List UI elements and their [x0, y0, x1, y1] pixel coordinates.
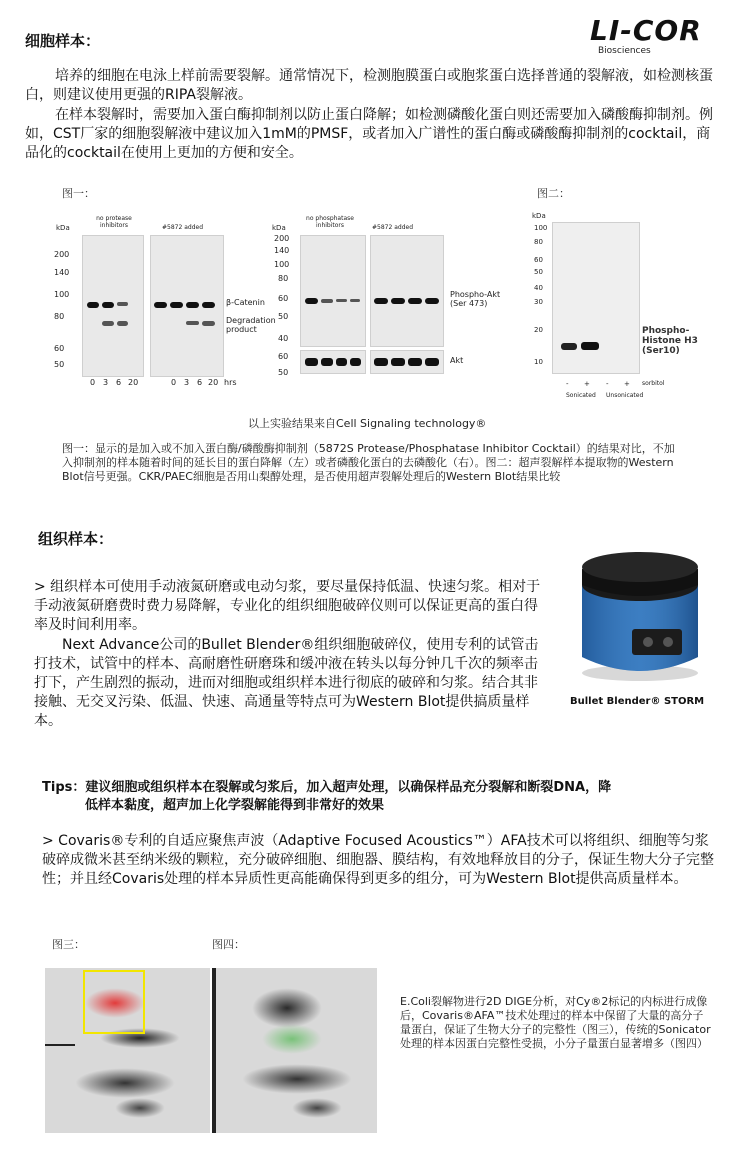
time-3-a: 3: [103, 378, 109, 387]
band: [336, 299, 347, 302]
section-tissue-title: 组织样本：: [38, 530, 114, 548]
gel-spot: [262, 1024, 322, 1054]
band: [117, 302, 128, 306]
band: [102, 302, 114, 308]
panel-c-title: no phosphatase inhibitors: [306, 215, 354, 229]
gel-spot: [242, 1064, 352, 1094]
figure-3-label: 图三：: [52, 938, 85, 951]
time-0-a: 0: [90, 378, 96, 387]
band: [561, 343, 577, 350]
blot-panel-c-akt: [300, 350, 366, 374]
marker-left-50: 50: [54, 360, 65, 369]
figure-2-label: 图二：: [537, 187, 570, 200]
label-phospho-akt: Phospho-Akt (Ser 473): [450, 290, 501, 308]
section-cell-paragraph-1: 培养的细胞在电泳上样前需要裂解。通常情况下，检测胞膜蛋白或胞浆蛋白选择普通的裂解液，如检测核蛋白，则建议使用更强的RIPA裂解液。: [25, 68, 713, 103]
time-3-b: 3: [184, 378, 190, 387]
fig1-kda-left: kDa: [56, 224, 70, 232]
fig2-marker-100: 100: [534, 224, 548, 232]
band: [321, 358, 333, 366]
band: [170, 302, 183, 308]
marker-right-80: 80: [278, 274, 289, 283]
band: [305, 298, 318, 304]
tips-line-1: Tips：建议细胞或组织样本在裂解或匀浆后，加入超声处理，以确保样品充分裂解和断裂DNA，降: [42, 780, 612, 795]
marker-right-200: 200: [274, 234, 290, 243]
sign-3: -: [606, 380, 609, 388]
covaris-paragraph: > Covaris®专利的自适应聚焦声波（Adaptive Focused Acoustics™）AFA技术可以将组织、细胞等匀浆破碎成微米甚至纳米级的颗粒，充分破碎细胞、细胞器、膜结构，有效地释放目的分子，保证生物大分子完整性；并且经Covaris处理的样本异质性更高能确保得到更多的组分，可为Western Blot提供高质量样本。: [42, 833, 714, 887]
blot-panel-d: [370, 235, 444, 347]
marker-left-140: 140: [54, 268, 70, 277]
figure-1-label: 图一：: [62, 187, 95, 200]
band: [117, 321, 128, 326]
time-20-a: 20: [128, 378, 139, 387]
gel-spot: [252, 988, 322, 1028]
source-note: 以上实验结果来自Cell Signaling technology®: [248, 417, 487, 430]
label-degradation: Degradation product: [226, 316, 276, 334]
fig2-marker-10: 10: [534, 358, 543, 366]
gel-spot: [292, 1098, 342, 1118]
sign-1: -: [566, 380, 569, 388]
gel-lane-mark: [45, 1044, 75, 1046]
band: [374, 358, 388, 366]
band: [350, 299, 360, 302]
time-unit: hrs: [224, 378, 237, 387]
section-cell-title: 细胞样本：: [25, 32, 101, 50]
section-tissue-paragraph-1: > 组织样本可使用手动液氮研磨或电动匀浆，要尽量保持低温、快速匀浆。相对于手动液氮研磨费时费力易降解，专业化的组织细胞破碎仪则可以保证更高的蛋白得率及时间利用率。: [34, 579, 541, 633]
marker-left-80: 80: [54, 312, 65, 321]
time-6-b: 6: [197, 378, 203, 387]
marker-right-60b: 60: [278, 352, 289, 361]
logo-brand: LI-COR: [590, 14, 702, 47]
band: [350, 358, 361, 366]
band: [305, 358, 318, 366]
band: [374, 298, 388, 304]
sign-2: +: [584, 380, 590, 388]
marker-left-100: 100: [54, 290, 70, 299]
gel-spot: [75, 1068, 175, 1098]
figure-2-western-blot: [530, 212, 710, 402]
product-caption: Bullet Blender® STORM: [570, 696, 705, 707]
figure-3-4-caption: E.Coli裂解物进行2D DIGE分析，对Cy®2标记的内标进行成像后，Covaris®AFA™技术处理过的样本中保留了大量的高分子量蛋白，保证了生物大分子的完整性（图三），传统的Sonicator处理的样本因蛋白完整性受损，小分子量蛋白显著增多（图四）: [400, 995, 711, 1050]
section-tissue-paragraph-2: Next Advance公司的Bullet Blender®组织细胞破碎仪，使用专利的试管击打技术，试管中的样本、高耐磨性研磨珠和缓冲液在转头以每分钟几千次的频率击打下，产生剧烈的振动，进而对细胞或组织样本进行彻底的破碎和匀浆。结合其非接触、无交叉污染、低温、快速、高通量等特点可为Western Blot提供搞质量样本。: [34, 637, 539, 729]
band: [102, 321, 114, 326]
fig2-marker-50: 50: [534, 268, 543, 276]
time-20-b: 20: [208, 378, 219, 387]
fig2-marker-60: 60: [534, 256, 543, 264]
highlight-box: [83, 970, 145, 1034]
panel-b-title: #5872 added: [162, 224, 203, 231]
band: [336, 358, 347, 366]
band: [186, 321, 199, 325]
section-cell-paragraph-2: 在样本裂解时，需要加入蛋白酶抑制剂以防止蛋白降解；如检测磷酸化蛋白则还需要加入磷酸酶抑制剂。例如，CST厂家的细胞裂解液中建议加入1mM的PMSF，或者加入广谱性的蛋白酶或磷酸酶抑制剂的cocktail，商品化的cocktail在使用上更加的方便和安全。: [25, 107, 713, 161]
bullet-blender-image: [568, 545, 708, 685]
marker-right-50b: 50: [278, 368, 289, 377]
band: [408, 358, 422, 366]
figure-4-label: 图四：: [212, 938, 245, 951]
sign-4: +: [624, 380, 630, 388]
blot-panel-d-akt: [370, 350, 444, 374]
sorbitol-label: sorbitol: [642, 380, 665, 387]
fig2-kda: kDa: [532, 212, 546, 220]
band: [202, 302, 215, 308]
marker-left-60: 60: [54, 344, 65, 353]
fig2-marker-80: 80: [534, 238, 543, 246]
band: [321, 299, 333, 303]
band: [154, 302, 167, 308]
gel-spot: [115, 1098, 165, 1118]
band: [87, 302, 99, 308]
lane-sonicated: Sonicated: [566, 392, 596, 399]
fig2-marker-30: 30: [534, 298, 543, 306]
panel-a-title: no protease inhibitors: [96, 215, 132, 229]
marker-right-40: 40: [278, 334, 289, 343]
licor-logo: [590, 16, 715, 62]
marker-left-200: 200: [54, 250, 70, 259]
marker-right-140: 140: [274, 246, 290, 255]
band: [408, 298, 422, 304]
band: [425, 298, 439, 304]
time-6-a: 6: [116, 378, 122, 387]
fig2-blot: [552, 222, 640, 374]
figure-1-2-caption: 图一：显示的是加入或不加入蛋白酶/磷酸酶抑制剂（5872S Protease/Phosphatase Inhibitor Cocktail）的结果对比，不加入抑制剂的样本随着时间的延长目的蛋白降解（左）或者磷酸化蛋白的去磷酸化（右）。图二：超声裂解样本提取物的Western Blot信号更强。CKR/PAEC细胞是否用山梨醇处理，是否使用超声裂解处理后的Western Blot结果比较: [62, 442, 675, 483]
fig2-marker-20: 20: [534, 326, 543, 334]
label-beta-catenin: β-Catenin: [226, 298, 265, 307]
label-akt: Akt: [450, 356, 464, 365]
fig1-kda-right: kDa: [272, 224, 286, 232]
lane-unsonicated: Unsonicated: [606, 392, 644, 399]
band: [186, 302, 199, 308]
figure-1-western-blot: [50, 210, 510, 390]
blot-panel-c: [300, 235, 366, 347]
marker-right-100: 100: [274, 260, 290, 269]
blot-panel-a: [82, 235, 144, 377]
marker-right-60: 60: [278, 294, 289, 303]
fig2-band-label: Phospho-Histone H3 (Ser10): [642, 326, 698, 356]
marker-right-50: 50: [278, 312, 289, 321]
band: [202, 321, 215, 326]
gel-lane-mark: [212, 968, 216, 1133]
band: [391, 358, 405, 366]
time-0-b: 0: [171, 378, 177, 387]
band: [425, 358, 439, 366]
tips-line-2: 低样本黏度，超声加上化学裂解能得到非常好的效果: [85, 798, 385, 813]
figure-3-2d-gel: [45, 968, 210, 1133]
figure-4-2d-gel: [212, 968, 377, 1133]
blot-panel-b: [150, 235, 224, 377]
band: [581, 342, 599, 350]
panel-d-title: #5872 added: [372, 224, 413, 231]
logo-sub: Biosciences: [598, 46, 651, 56]
band: [391, 298, 405, 304]
fig2-marker-40: 40: [534, 284, 543, 292]
